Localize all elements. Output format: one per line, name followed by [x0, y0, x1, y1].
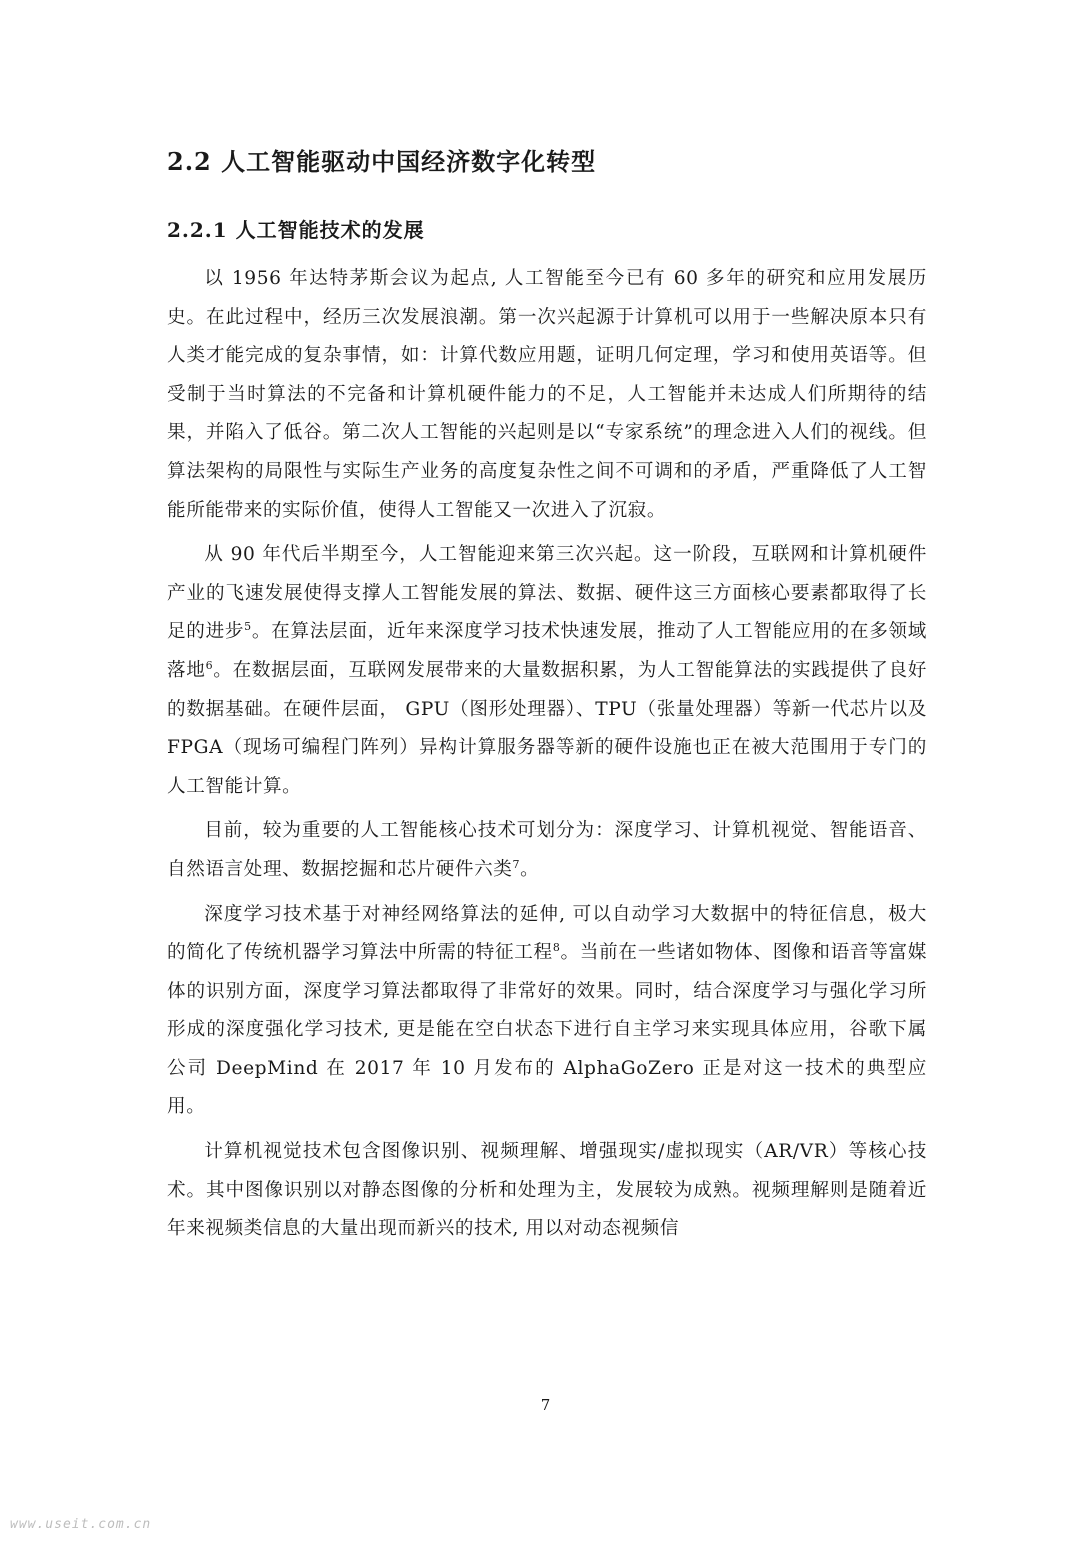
- paragraph: [167, 260, 927, 530]
- footnote-ref: 7: [512, 857, 521, 871]
- paragraph: [167, 896, 927, 1128]
- page-body: [167, 142, 927, 1255]
- paragraph: [167, 812, 927, 889]
- body-text: [167, 260, 927, 1249]
- paragraph: [167, 1133, 927, 1249]
- paragraph-text: 。在数据层面，互联网发展带来的大量数据积累，为人工智能算法的实践提供了良好的数据基础。在硬件层面， GPU（图形处理器）、TPU（张量处理器）等新一代芯片以及 FPGA（现场可编程门阵列）异构计算服务器等新的硬件设施也正在被大范围用于专门的人工智能计算。: [167, 659, 928, 797]
- footnote-ref: 6: [205, 658, 214, 672]
- page-number: 7: [540, 1396, 551, 1414]
- paragraph-text: 以 1956 年达特茅斯会议为起点, 人工智能至今已有 60 多年的研究和应用发展历史。在此过程中，经历三次发展浪潮。第一次兴起源于计算机可以用于一些解决原本只有人类才能完成的复杂事情，如：计算代数应用题，证明几何定理，学习和使用英语等。但受制于当时算法的不完备和计算机硬件能力的不足，人工智能并未达成人们所期待的结果，并陷入了低谷。第二次人工智能的兴起则是以“专家系统”的理念进入人们的视线。但算法架构的局限性与实际生产业务的高度复杂性之间不可调和的矛盾，严重降低了人工智能所能带来的实际价值，使得人工智能又一次进入了沉寂。: [167, 268, 927, 521]
- footnote-ref: 8: [552, 940, 561, 954]
- paragraph-text: 目前，较为重要的人工智能核心技术可划分为：深度学习、计算机视觉、智能语音、自然语言处理、数据挖掘和芯片硬件六类: [167, 820, 927, 880]
- watermark: www.useit.com.cn: [10, 1517, 152, 1532]
- subsection-title: 2.2.1 人工智能技术的发展: [167, 218, 425, 242]
- section-title: 2.2 人工智能驱动中国经济数字化转型: [167, 147, 597, 176]
- paragraph-text: 从 90 年代后半期至今，人工智能迎来第三次兴起。这一阶段，互联网和计算机硬件产业的飞速发展使得支撑人工智能发展的算法、数据、硬件这三方面核心要素都取得了长足的进步: [167, 544, 927, 643]
- paragraph: [167, 536, 927, 806]
- paragraph-text: 。: [520, 858, 540, 880]
- paragraph-text: 计算机视觉技术包含图像识别、视频理解、增强现实/虚拟现实（AR/VR）等核心技术。其中图像识别以对静态图像的分析和处理为主，发展较为成熟。视频理解则是随着近年来视频类信息的大量出现而新兴的技术, 用以对动态视频信: [167, 1141, 927, 1240]
- paragraph-text: 深度学习技术基于对神经网络算法的延伸, 可以自动学习大数据中的特征信息，极大的简化了传统机器学习算法中所需的特征工程: [167, 903, 927, 964]
- paragraph-text: 。当前在一些诸如物体、图像和语音等富媒体的识别方面，深度学习算法都取得了非常好的效果。同时，结合深度学习与强化学习所形成的深度强化学习技术, 更是能在空白状态下进行自主学习来实现具体应用，谷歌下属公司 DeepMind 在 2017 年 10 月发布的 AlphaGoZero 正是对这一技术的典型应用。: [167, 942, 927, 1118]
- footnote-ref: 5: [244, 620, 252, 634]
- paragraph-text: 。在算法层面，近年来深度学习技术快速发展，推动了人工智能应用的在多领域落地: [167, 621, 927, 681]
